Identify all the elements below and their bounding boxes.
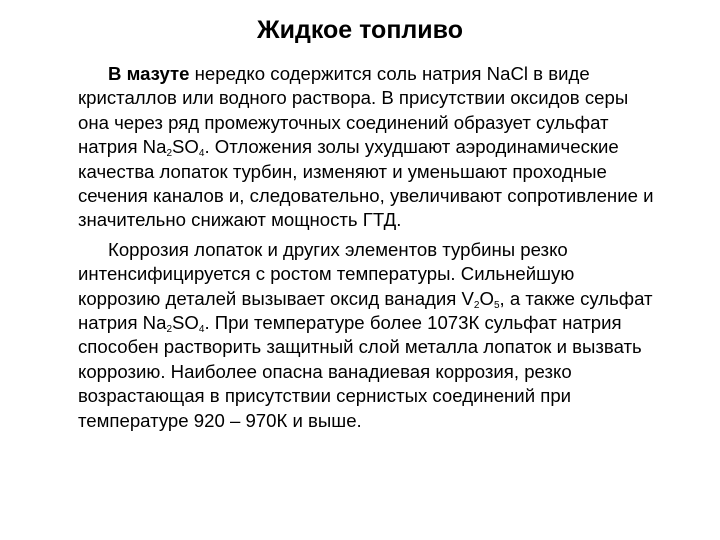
subscript: 4: [198, 148, 205, 160]
paragraph-text: , а также сульфат натрия Na: [78, 287, 653, 334]
subscript: 4: [198, 324, 205, 336]
paragraph-text: SO: [172, 136, 199, 158]
paragraph-text: нередко содержится соль натрия NaCl в виде кристаллов или водного раствора. В присутствии оксидов серы она через ряд промежуточных соединений образует сульфат натрия Na: [78, 63, 629, 158]
paragraph-text: O: [479, 287, 494, 309]
paragraph-fuel-oil-deposits: [78, 62, 658, 233]
paragraph-lead-term: В мазуте: [108, 63, 190, 84]
subscript: 2: [166, 324, 173, 336]
subscript: 2: [166, 148, 173, 160]
slide-title: Жидкое топливо: [257, 16, 463, 44]
paragraph-text: . При температуре более 1073К сульфат натрия способен растворить защитный слой металла лопаток и вызвать коррозию. Наиболее опасна ванадиевая коррозия, резко возрастающая в присутствии сернистых соединений при температуре 920 – 970К и выше.: [78, 312, 642, 431]
slide-body: [78, 62, 658, 438]
subscript: 5: [493, 299, 500, 311]
paragraph-text: Коррозия лопаток и других элементов турбины резко интенсифицируется с ростом температуры. Сильнейшую коррозию деталей вызывает оксид ванадия V: [78, 238, 575, 309]
paragraph-corrosion: [78, 238, 658, 433]
paragraph-text: . Отложения золы ухудшают аэродинамические качества лопаток турбин, изменяют и уменьшают проходные сечения каналов и, следовательно, увеличивают сопротивление и значительно снижают мощность ГТД.: [78, 136, 654, 231]
subscript: 2: [473, 299, 480, 311]
paragraph-text: SO: [172, 312, 199, 334]
